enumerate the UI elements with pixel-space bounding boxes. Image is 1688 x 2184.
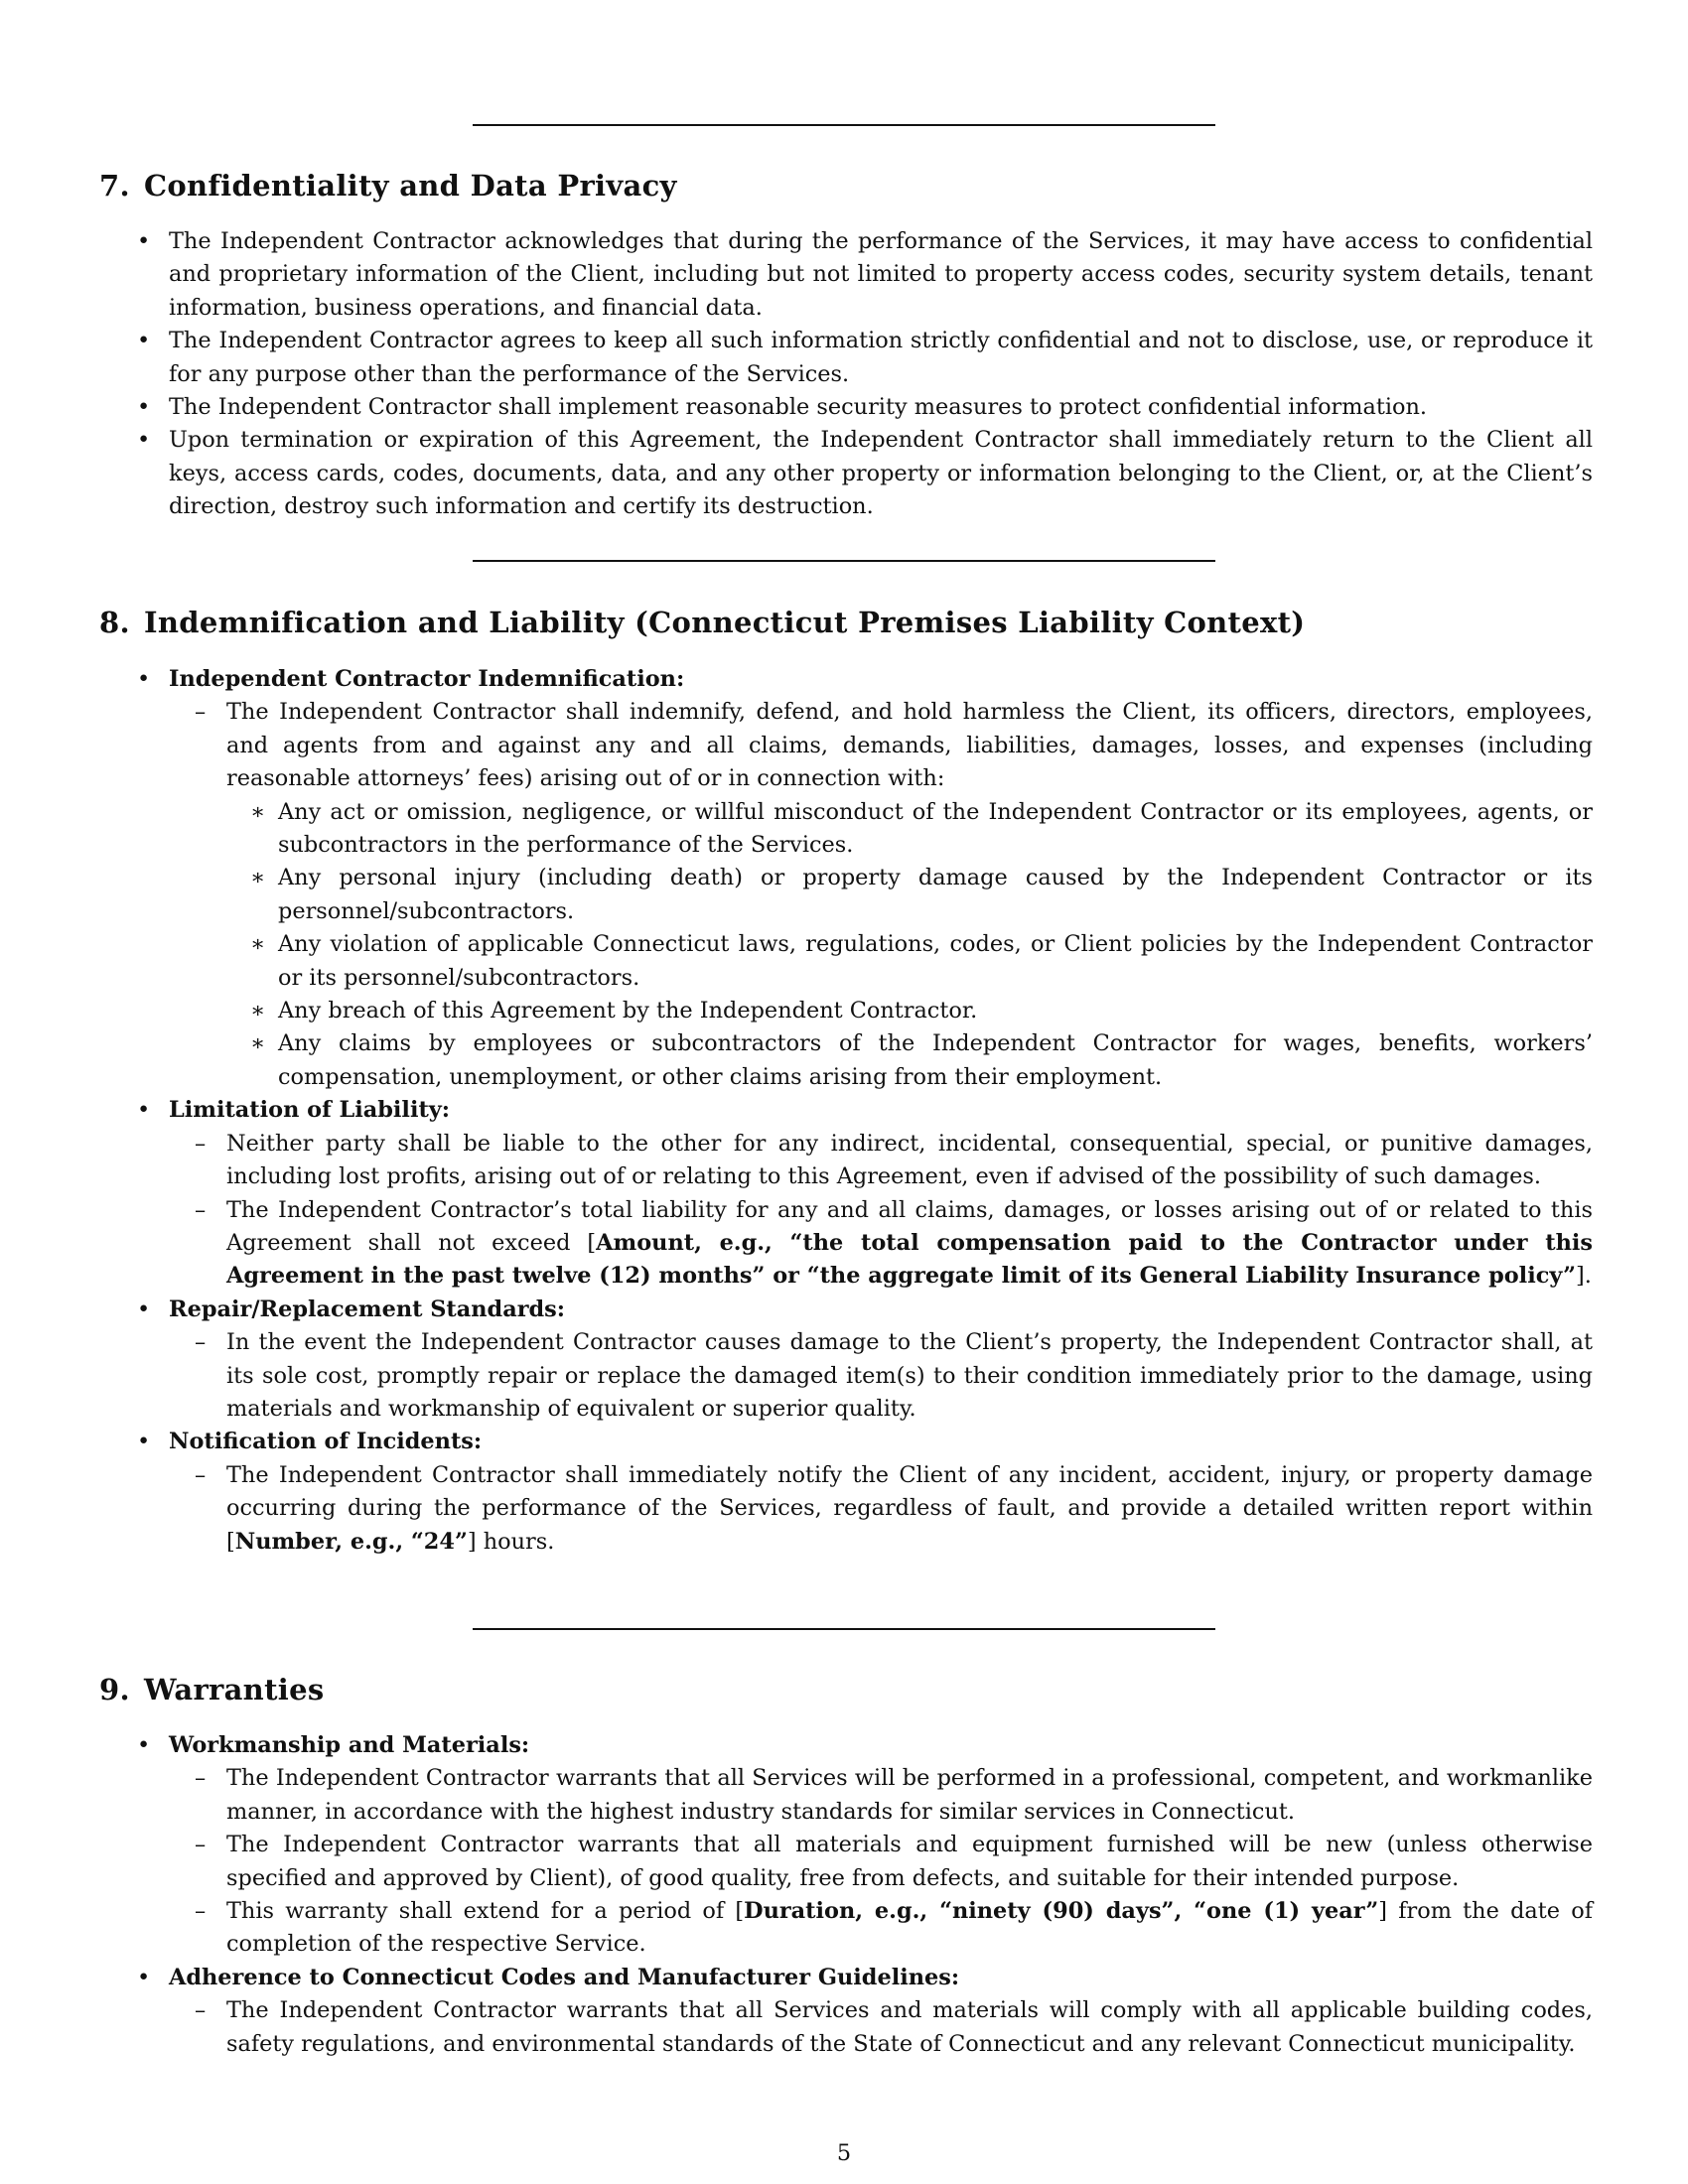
list-item [99, 1426, 1593, 1559]
placeholder-text: Amount, e.g., “the total compensation paid to the Contractor under this Agreement in the past twelve (12) months” or “the aggregate limit of its General Liability Insurance policy” [226, 1229, 1593, 1290]
section-8-body [99, 663, 1593, 1559]
list-item [226, 796, 1593, 863]
placeholder-text: Duration, e.g., “ninety (90) days”, “one (1) year” [744, 1898, 1379, 1925]
list-item [168, 1762, 1593, 1829]
list-item [168, 1326, 1593, 1426]
paragraph [226, 1895, 1593, 1962]
subsection-label: Adherence to Connecticut Codes and Manufacturer Guidelines: [169, 1964, 960, 1990]
paragraph: • Upon termination or expiration of this Agreement, the Independent Contractor shall immediately return to the Client all keys, access cards, codes, documents, data, and any other property or information belonging to the Client, or, at the Client’s direction, destroy such information and certify its destruction. [169, 427, 1593, 520]
list-item [99, 391, 1593, 424]
list-item [99, 1094, 1593, 1293]
horizontal-rule [473, 124, 1215, 126]
list-item [168, 1194, 1593, 1294]
subsection-label: Notification of Incidents: [169, 1429, 483, 1455]
list-item [168, 1895, 1593, 1962]
section-number: 8. [99, 606, 130, 639]
paragraph: – The Independent Contractor warrants that all Services and materials will comply with all applicable building codes, safety regulations, and environmental standards of the State of Connecticut and any relevant Connecticut municipality. [226, 1997, 1593, 2057]
paragraph: • The Independent Contractor shall implement reasonable security measures to protect confidential information. [169, 394, 1428, 421]
list-item [226, 995, 1593, 1027]
section-7-heading [99, 169, 677, 203]
paragraph: • The Independent Contractor agrees to keep all such information strictly confidential and not to disclose, use, or reproduce it for any purpose other than the performance of the Services. [169, 328, 1593, 387]
paragraph: ∗ Any violation of applicable Connecticut laws, regulations, codes, or Client policies by the Independent Contractor or its personnel/subcontractors. [278, 931, 1593, 991]
list-item [99, 1294, 1593, 1427]
section-title: Warranties [144, 1673, 325, 1706]
text-run: The Independent Contractor shall immediately notify the Client of any incident, accident, injury, or property damage occurring during the performance of the Services, regardless of fault, and provide a detailed written report within [ [226, 1461, 1593, 1555]
section-number: 7. [99, 169, 130, 203]
paragraph [226, 1459, 1593, 1559]
paragraph: – In the event the Independent Contractor causes damage to the Client’s property, the Independent Contractor shall, at its sole cost, promptly repair or replace the damaged item(s) to their condition immediately prior to the damage, using materials and workmanship of equivalent or superior quality. [226, 1329, 1593, 1422]
section-title: Confidentiality and Data Privacy [144, 169, 677, 203]
list-item [168, 1128, 1593, 1194]
text-run: ] from the date of completion of the respective Service. [226, 1898, 1593, 1958]
text-run: ]. [1576, 1263, 1592, 1290]
paragraph: – Neither party shall be liable to the other for any indirect, incidental, consequential, special, or punitive damages, including lost profits, arising out of or relating to this Agreement, even if advised of the possibility of such damages. [226, 1130, 1593, 1190]
list-item [226, 1027, 1593, 1094]
paragraph: • The Independent Contractor acknowledges that during the performance of the Services, it may have access to confidential and proprietary information of the Client, including but not limited to property access codes, security system details, tenant information, business operations, and financial data. [169, 228, 1593, 321]
horizontal-rule [473, 560, 1215, 562]
section-number: 9. [99, 1673, 130, 1706]
list-item [99, 1962, 1593, 2061]
text-run: ] hours. [467, 1528, 555, 1555]
paragraph: ∗ Any act or omission, negligence, or willful misconduct of the Independent Contractor or its employees, agents, or subcontractors in the performance of the Services. [278, 798, 1593, 859]
section-8-heading [99, 606, 1305, 639]
list-item [99, 424, 1593, 523]
subsection-label: Workmanship and Materials: [169, 1732, 530, 1758]
section-title: Indemnification and Liability (Connecticut Premises Liability Context) [144, 606, 1306, 639]
section-9-body [99, 1729, 1593, 2061]
list-item [168, 696, 1593, 1094]
text-run: The Independent Contractor’s total liability for any and all claims, damages, or losses arising out of or related to this Agreement shall not exceed [ [226, 1196, 1593, 1256]
subsection-label: Repair/Replacement Standards: [169, 1296, 566, 1322]
subsection-label: Limitation of Liability: [169, 1097, 451, 1124]
list-item [168, 1829, 1593, 1895]
list-item [99, 225, 1593, 325]
section-9-heading [99, 1673, 324, 1706]
list-item [99, 325, 1593, 391]
paragraph: – The Independent Contractor shall indemnify, defend, and hold harmless the Client, its officers, directors, employees, and agents from and against any and all claims, demands, liabilities, damages, losses, and expenses (including reasonable attorneys’ fees) arising out of or in connection with: [226, 699, 1593, 792]
list-item [99, 663, 1593, 1094]
paragraph [226, 1194, 1593, 1294]
paragraph: ∗ Any personal injury (including death) or property damage caused by the Independent Contractor or its personnel/subcontractors. [278, 865, 1593, 924]
list-item [168, 1459, 1593, 1559]
list-item [226, 862, 1593, 928]
list-item [226, 928, 1593, 995]
horizontal-rule [473, 1628, 1215, 1630]
text-run: This warranty shall extend for a period of [ [226, 1898, 745, 1925]
list-item [99, 1729, 1593, 1962]
paragraph: ∗ Any claims by employees or subcontractors of the Independent Contractor for wages, benefits, workers’ compensation, unemployment, or other claims arising from their employment. [278, 1030, 1593, 1090]
paragraph: – The Independent Contractor warrants that all Services will be performed in a professional, competent, and workmanlike manner, in accordance with the highest industry standards for similar services in Connecticut. [226, 1765, 1593, 1825]
subsection-label: Independent Contractor Indemnification: [169, 666, 685, 692]
page-number: 5 [836, 2140, 852, 2166]
placeholder-text: Number, e.g., “24” [234, 1528, 468, 1555]
paragraph: – The Independent Contractor warrants that all materials and equipment furnished will be new (unless otherwise specified and approved by Client), of good quality, free from defects, and suitable for their intended purpose. [226, 1832, 1593, 1891]
section-7-body [99, 225, 1593, 524]
paragraph: ∗ Any breach of this Agreement by the Independent Contractor. [278, 998, 978, 1024]
list-item [168, 1994, 1593, 2061]
